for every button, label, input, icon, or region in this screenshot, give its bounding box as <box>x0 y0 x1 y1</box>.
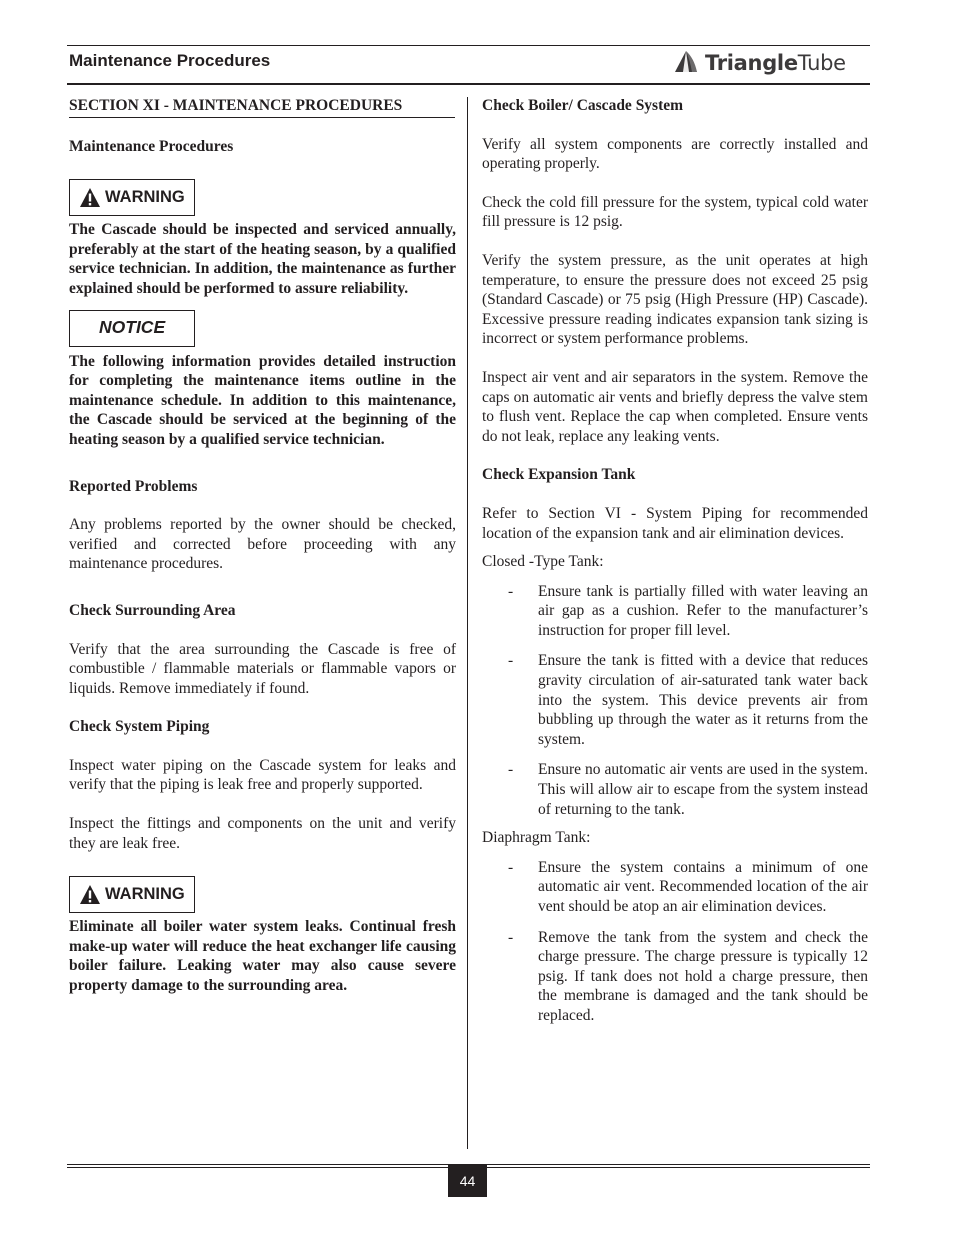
bullet-dash: - <box>508 582 514 600</box>
boiler-paragraph-2: Check the cold fill pressure for the system, typical cold water fill pressure is 12 psig. <box>482 193 868 231</box>
section-title: SECTION XI - MAINTENANCE PROCEDURES <box>69 96 455 118</box>
list-item <box>508 582 868 641</box>
list-item <box>508 760 868 819</box>
list-item <box>508 858 868 917</box>
warning-label: WARNING <box>105 884 185 903</box>
brand-name-part2: Tube <box>797 51 846 75</box>
surrounding-area-heading: Check Surrounding Area <box>69 601 236 619</box>
system-piping-heading: Check System Piping <box>69 718 210 736</box>
warning-label: WARNING <box>105 187 185 206</box>
diaphragm-tank-label: Diaphragm Tank: <box>482 829 591 847</box>
reported-problems-heading: Reported Problems <box>69 477 198 495</box>
bullet-dash: - <box>508 858 514 876</box>
boiler-system-heading: Check Boiler/ Cascade System <box>482 97 684 114</box>
list-item-text: Remove the tank from the system and check the charge pressure. The charge pressure is typically 12 psig. If tank does not hold a charge pressure, then the membrane is damaged and the tank should be replaced. <box>538 928 868 1024</box>
subsection-heading: Maintenance Procedures <box>69 137 234 155</box>
bullet-dash: - <box>508 928 514 946</box>
boiler-paragraph-4: Inspect air vent and air separators in the system. Remove the caps on automatic air vents and briefly depress the valve stem to flush vent. Replace the cap when completed. Ensure vents do not leak, replace any leaking vents. <box>482 368 868 445</box>
warning-text: The Cascade should be inspected and serviced annually, preferably at the start of the heating season, by a qualified service technician. In addition, the maintenance as further explained should be performed to assure reliability. <box>69 221 456 297</box>
list-item-text: Ensure the system contains a minimum of one automatic air vent. Recommended location of the air vent should be atop an air elimination devices. <box>538 858 868 915</box>
closed-tank-label: Closed -Type Tank: <box>482 553 604 571</box>
warning-box <box>69 179 195 216</box>
warning-box-2 <box>69 876 195 913</box>
bullet-dash: - <box>508 652 514 670</box>
bullet-dash: - <box>508 761 514 779</box>
brand-name <box>705 51 846 75</box>
column-divider <box>467 97 468 1149</box>
right-column <box>482 96 868 1026</box>
list-item-text: Ensure no automatic air vents are used in the system. This will allow air to escape from the system instead of returning to the tank. <box>538 761 868 818</box>
list-item-text: Ensure the tank is fitted with a device that reduces gravity circulation of air-saturated tank water back into the system. This device prevents air from bubbling up through the water as it returns from the system. <box>538 652 868 748</box>
list-item <box>508 651 868 749</box>
triangle-tube-logo-icon <box>674 50 698 76</box>
brand-name-part1: Triangle <box>705 51 798 75</box>
page-number: 44 <box>448 1165 487 1197</box>
surrounding-area-text: Verify that the area surrounding the Cascade is free of combustible / flammable materials or flammable vapors or liquids. Remove immediately if found. <box>69 640 456 697</box>
system-piping-text-2: Inspect the fittings and components on the unit and verify they are leak free. <box>69 815 456 852</box>
list-item-text: Ensure tank is partially filled with water leaving an air gap as a cushion. Refer to the manufacturer’s instruction for proper fill level. <box>538 582 868 639</box>
notice-label: NOTICE <box>99 317 166 338</box>
warning-text-2: Eliminate all boiler water system leaks. Continual fresh make-up water will reduce the heat exchanger life causing boiler failure. Leaking water may also cause severe property damage to the surrounding area. <box>69 918 456 995</box>
warning-triangle-icon <box>79 884 101 906</box>
notice-box <box>69 310 195 347</box>
expansion-paragraph: Refer to Section VI - System Piping for recommended location of the expansion tank and air elimination devices. <box>482 504 868 542</box>
expansion-tank-heading: Check Expansion Tank <box>482 466 636 484</box>
boiler-paragraph-1: Verify all system components are correctly installed and operating properly. <box>482 135 868 173</box>
left-column <box>69 96 456 996</box>
brand-logo <box>674 48 846 78</box>
notice-text: The following information provides detailed instruction for completing the maintenance items outline in the maintenance schedule. In addition to this maintenance, the Cascade should be serviced at the beginning of the heating season by a qualified service technician. <box>69 352 456 448</box>
page-header-title: Maintenance Procedures <box>69 51 271 70</box>
system-piping-text-1: Inspect water piping on the Cascade system for leaks and verify that the piping is leak free and properly supported. <box>69 756 456 794</box>
header-top-rule <box>67 45 870 46</box>
list-item <box>508 928 868 1026</box>
warning-triangle-icon <box>79 187 101 209</box>
reported-problems-text: Any problems reported by the owner should be checked, verified and corrected before proceeding with any maintenance procedures. <box>69 516 456 573</box>
boiler-paragraph-3: Verify the system pressure, as the unit operates at high temperature, to ensure the pressure does not exceed 25 psig (Standard Cascade) or 75 psig (High Pressure (HP) Cascade). Excessive pressure reading indicates expansion tank sizing is incorrect or system performance problems. <box>482 251 868 348</box>
header-bottom-rule <box>67 83 870 85</box>
